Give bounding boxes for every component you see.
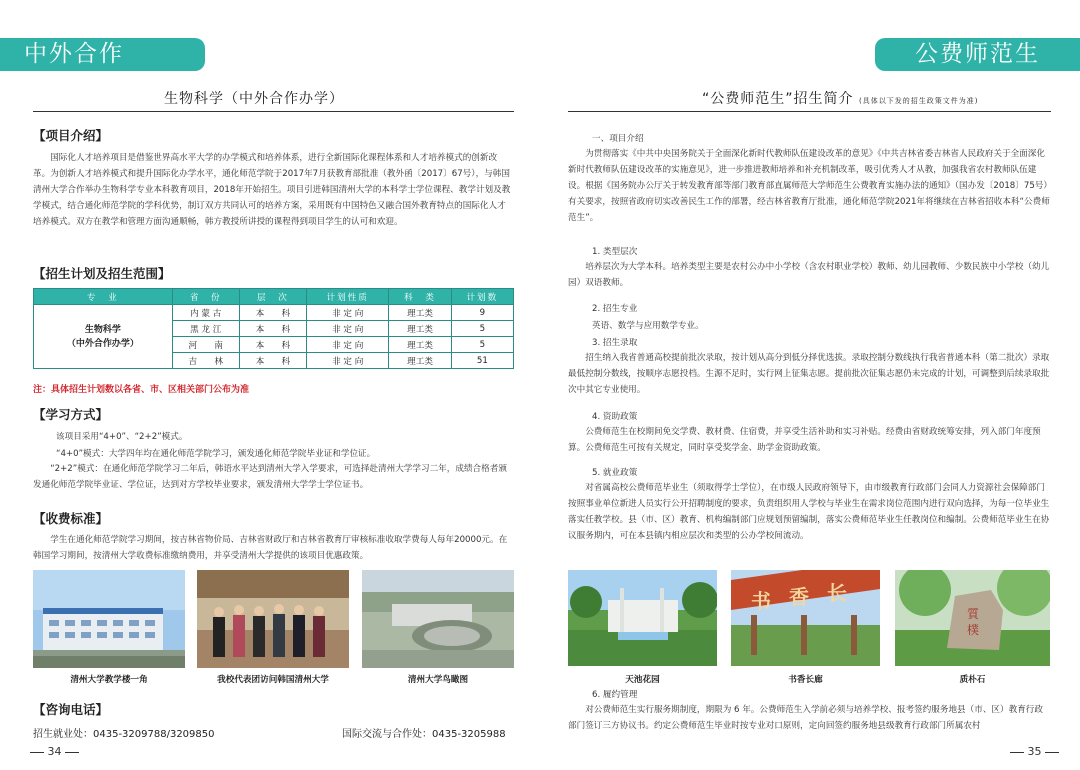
level-cell: 本 科 xyxy=(239,321,306,337)
photo-teaching-building xyxy=(33,570,185,668)
svg-text:书: 书 xyxy=(751,589,771,613)
study-mode-2plus2: “2+2”模式：在通化师范学院学习二年后，韩语水平达到清州大学入学要求，可选择赴清州大学学习二年，成绩合格者颁发通化师范学院毕业证、学位证，达到对方学校毕业要求，颁发清州大学学士学位证书。 xyxy=(33,464,507,490)
table-header: 计划数 xyxy=(451,289,513,305)
table-header: 专 业 xyxy=(34,289,173,305)
right-page xyxy=(540,0,1080,770)
photo-tianchi-garden xyxy=(568,570,717,666)
funding-paragraph: 公费师范生在校期间免交学费、教材费、住宿费，并享受生活补助和实习补贴。经费由省财政统筹安排，列入部门年度预算。公费师范生可按有关规定，同时享受奖学金、助学金资助政策。 xyxy=(568,427,1041,453)
title-divider xyxy=(33,111,514,112)
page-title: 生物科学（中外合作办学） xyxy=(164,91,344,107)
svg-text:长: 长 xyxy=(827,581,847,605)
svg-text:香: 香 xyxy=(789,585,809,609)
photo-campus-aerial xyxy=(362,570,514,668)
count-cell: 51 xyxy=(451,353,513,369)
heading-major: 2. 招生专业 xyxy=(592,304,638,314)
plan-note: 注：具体招生计划数以各省、市、区相关部门公布为准 xyxy=(33,385,250,395)
page-number xyxy=(1010,745,1059,758)
page-number-value: 35 xyxy=(1027,745,1042,758)
enrollment-plan-table xyxy=(33,288,514,369)
photo-caption: 清州大学鸟瞰图 xyxy=(407,675,469,685)
page-number-dash xyxy=(30,752,44,753)
contact-international: 国际交流与合作处：0435-3205988 xyxy=(342,729,506,740)
page-title-text: “公费师范生”招生简介 xyxy=(702,91,854,107)
table-header: 省 份 xyxy=(172,289,239,305)
page-number-value: 34 xyxy=(47,745,62,758)
category-cell: 理工类 xyxy=(389,353,451,369)
heading-funding: 4. 资助政策 xyxy=(592,412,638,422)
table-header-row xyxy=(34,289,514,305)
table-header: 科 类 xyxy=(389,289,451,305)
page-number-dash xyxy=(1010,752,1024,753)
category-cell: 理工类 xyxy=(389,321,451,337)
page-title xyxy=(702,88,978,108)
svg-text:質: 質 xyxy=(967,607,980,621)
page-title-note: (具体以下发的招生政策文件为准) xyxy=(858,97,979,105)
province-cell: 黑 龙 江 xyxy=(172,321,239,337)
section-heading-intro: 【项目介绍】 xyxy=(33,128,109,143)
photo-caption: 我校代表团访问韩国清州大学 xyxy=(217,675,329,685)
major-type: （中外合作办学） xyxy=(66,338,139,349)
nature-cell: 非 定 向 xyxy=(307,337,389,353)
section-heading-study: 【学习方式】 xyxy=(33,407,109,422)
study-mode-line: 该项目采用“4+0”、“2+2”模式。 xyxy=(56,432,188,442)
section-heading-fee: 【收费标准】 xyxy=(33,511,109,526)
table-header: 层 次 xyxy=(239,289,306,305)
heading-contract: 6. 履约管理 xyxy=(592,690,638,700)
page-number-dash xyxy=(65,752,79,753)
photo-caption: 清州大学教学楼一角 xyxy=(70,675,148,685)
photo-caption: 天池花园 xyxy=(625,675,660,685)
photo-book-corridor xyxy=(731,570,880,666)
title-divider xyxy=(568,111,1051,112)
section-tab-sino-foreign: 中外合作 xyxy=(0,38,205,71)
svg-text:樸: 樸 xyxy=(967,623,980,637)
section-heading-plan: 【招生计划及招生范围】 xyxy=(33,266,171,281)
table-header: 计划性质 xyxy=(307,289,389,305)
study-mode-4plus0: “4+0”模式：大学四年均在通化师范学院学习，颁发通化师范学院毕业证和学位证。 xyxy=(56,449,376,459)
major-paragraph: 英语、数学与应用数学专业。 xyxy=(592,321,704,331)
count-cell: 5 xyxy=(451,321,513,337)
count-cell: 5 xyxy=(451,337,513,353)
category-cell: 理工类 xyxy=(389,305,451,321)
category-cell: 理工类 xyxy=(389,337,451,353)
intro-paragraph: 国际化人才培养项目是借鉴世界高水平大学的办学模式和培养体系，进行全新国际化课程体系和人才培养模式的创新改革。为创新人才培养模式和提升国际化办学水平，通化师范学院于2017年7月获教育部批准（教外函〔2017〕67号），与韩国清州大学合作举办生物科学专业本科教育项目，2018年开始招生。项目引进韩国清州大学的本科学士学位课程、教学计划及教学模式，结合通化师范学院的学科优势，制订双方共同认可的培养方案，采用既有中国特色又融合国外教育特点的国际化人才培养模式。双方在教学和管理方面沟通顺畅，韩方教授所讲授的课程得到项目学生的认可和欢迎。 xyxy=(33,153,511,227)
province-cell: 河 南 xyxy=(172,337,239,353)
admission-paragraph: 招生纳入我省普通高校提前批次录取，按计划从高分到低分择优选拔。录取控制分数线执行我省普通本科（第二批次）录取最低控制分数线，按顺序志愿投档。生源不足时，实行网上征集志愿。提前批次征集志愿仍未完成的计划，可调整到后续录取批次中其它专业使用。 xyxy=(568,353,1050,395)
page-number xyxy=(30,745,79,758)
type-paragraph: 培养层次为大学本科。培养类型主要是农村公办中小学校（含农村职业学校）教师、幼儿园教师、少数民族中小学校（幼儿园）双语教师。 xyxy=(568,262,1050,288)
table-row xyxy=(34,305,514,321)
heading-project-intro: 一、项目介绍 xyxy=(592,134,644,144)
photo-caption: 书香长廊 xyxy=(788,675,823,685)
level-cell: 本 科 xyxy=(239,305,306,321)
photo-delegation-visit xyxy=(197,570,349,668)
employment-paragraph: 对省属高校公费师范毕业生（须取得学士学位），在市级人民政府领导下，由市级教育行政部门会同人力资源社会保障部门按照事业单位新进人员实行公开招聘制度的要求，负责组织用人学校与毕业生在需求岗位范围内进行双向选择，为每一位毕业生落实任教学校。县（市、区）教育、机构编制部门应规划预留编制，落实公费师范毕业生任教岗位和编制。公费师范毕业生在协议服务期内，可在本县镇内相应层次和类型的公办学校间流动。 xyxy=(568,483,1050,541)
photo-caption: 质朴石 xyxy=(959,675,986,685)
page-number-dash xyxy=(1045,752,1059,753)
nature-cell: 非 定 向 xyxy=(307,305,389,321)
major-cell xyxy=(34,305,173,369)
heading-employment: 5. 就业政策 xyxy=(592,468,638,478)
section-heading-contact: 【咨询电话】 xyxy=(33,702,109,717)
level-cell: 本 科 xyxy=(239,353,306,369)
heading-type: 1. 类型层次 xyxy=(592,247,638,257)
major-name: 生物科学 xyxy=(84,324,121,335)
fee-paragraph: 学生在通化师范学院学习期间，按吉林省物价局、吉林省财政厅和吉林省教育厅审核标准收取学费每人每年20000元。在韩国学习期间，按清州大学收费标准缴纳费用，并享受清州大学提供的该项目优惠政策。 xyxy=(33,535,508,561)
province-cell: 吉 林 xyxy=(172,353,239,369)
project-intro-paragraph: 为贯彻落实《中共中央国务院关于全面深化新时代教师队伍建设改革的意见》《中共吉林省委吉林省人民政府关于全面深化新时代教师队伍建设改革的实施意见》，进一步推进教师培养和补充机制改革，吸引优秀人才从教，加强我省农村教师队伍建设。根据《国务院办公厅关于转发教育部等部门教育部直属师范大学师范生公费教育实施办法的通知》（国办发〔2018〕75号）有关要求，按照省政府切实改善民生工作的部署，经吉林省教育厅批准，通化师范学院2021年将继续在吉林省招收本科“公费师范生”。 xyxy=(568,149,1050,223)
count-cell: 9 xyxy=(451,305,513,321)
level-cell: 本 科 xyxy=(239,337,306,353)
contact-admissions: 招生就业处：0435-3209788/3209850 xyxy=(33,729,215,740)
heading-admission: 3. 招生录取 xyxy=(592,338,638,348)
nature-cell: 非 定 向 xyxy=(307,321,389,337)
photo-plain-stone xyxy=(895,570,1050,666)
section-tab-public-normal: 公费师范生 xyxy=(875,38,1080,71)
nature-cell: 非 定 向 xyxy=(307,353,389,369)
province-cell: 内 蒙 古 xyxy=(172,305,239,321)
contract-paragraph: 对公费师范生实行服务期制度，期限为 6 年。公费师范生入学前必须与培养学校、报考签约服务地县（市、区）教育行政部门签订三方协议书。约定公费师范生毕业时按专业对口原则，定向回签约服务地县级教育行政部门所属农村 xyxy=(568,705,1043,731)
